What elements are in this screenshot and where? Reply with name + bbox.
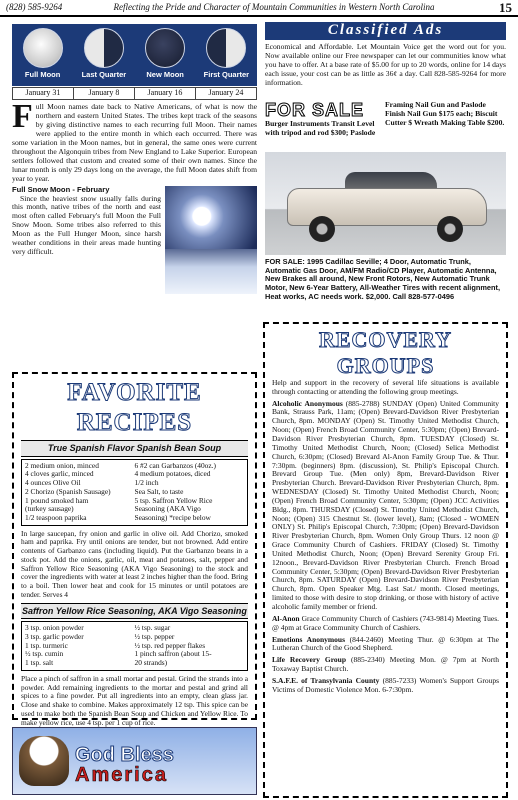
moon-label: First Quarter — [203, 70, 250, 79]
recipe2-steps: Place a pinch of saffron in a small mortar and pestal. Grind the strands into a powder. Add remaining ingredients to the mortar and pestal and grind all spices to a fine powder. Put all ingredients into an empty, clean glass jar. Close and shake to combine. Makes approximately 12 tsp. This spice can be used to make both the Spanish Bean Soup and Chicken and Yellow Rice. To make yellow rice, use 4 tsp. per 1 cup of rice. — [21, 673, 248, 727]
ad-tools-2: Framing Nail Gun and Paslode Finish Nail Gun $175 each; Biscuit Cutter $ Wreath Making Table $200. — [385, 100, 505, 127]
ingredient-item: 6 #2 can Garbanzos (40oz.) — [134, 460, 216, 470]
ingredient-item: ½ tsp. cumin — [25, 649, 64, 659]
header-phone: (828) 585-9264 — [6, 2, 63, 13]
moon-new — [137, 28, 193, 86]
car-ad-text: FOR SALE: 1995 Cadillac Seville; 4 Door, Automatic Trunk, Automatic Gas Door, AM/FM Radio/CD Player, Automatic Antenna, New Brakes all around, New Front Rotors, New Automatic Trunk Motor, New 6-Year Battery, All-Weather Tires with recent alignment, Heat works, AC needs work. $2,000. Call 828-577-0496 — [265, 257, 501, 301]
group-name: Al-Anon — [272, 613, 300, 623]
banner-line1: God Bless — [75, 744, 174, 766]
header-tagline: Reflecting the Pride and Character of Mountain Communities in Western North Carolina — [113, 2, 435, 13]
moon-date: January 16 — [135, 88, 196, 99]
moon-article-para1: ull Moon names date back to Native Americans, of what is now the northern and eastern United States. The tribes kept track of the seasons by giving distinctive names to each recurring full Moon. Their names were applied to the entire month in which each occurred. There was some variation in the Moon names, but in general, the same ones were current throughout the Algonquin tribes from New England to Lake Superior. European settlers followed that custom and created some of their own names. Since the lunar month is only 29 days long on the average, the full Moon dates shift from year to year. — [12, 102, 257, 183]
ingredient-item: 5 tsp. Saffron Yellow Rice — [134, 495, 213, 505]
group-name: Life Recovery Group — [272, 655, 347, 665]
moon-date: January 8 — [74, 88, 135, 99]
ingredient-list-left — [25, 462, 135, 523]
snowy-moon-photo — [165, 186, 257, 294]
group-name: S.A.F.E. of Transylvania County — [272, 675, 380, 685]
full-moon-icon — [23, 28, 63, 68]
recipes-title: FAVORITE RECIPES — [67, 379, 202, 436]
moon-article-para2: Since the heaviest snow usually falls during this month, native tribes of the north and east most often called February's full Moon the Full Snow Moon. Some tribes also referred to this Moon as the Full Hunger Moon, since harsh weather conditions in their areas made hunting very difficult. — [12, 193, 161, 257]
page-header — [0, 0, 518, 17]
group-details: (885-7233) Women's Support Groups Victims of Domestic Violence Mon. 6-7:30pm. — [272, 675, 500, 694]
recipe2-title: Saffron Yellow Rice Seasoning, AKA Vigo Seasoning — [21, 603, 248, 620]
group-details: Grace Community Church of Cashiers (743-9814) Meeting Tues. @ 4pm at Grace Community Church of Cashiers. — [272, 613, 500, 632]
moon-article — [12, 98, 257, 296]
new-moon-icon — [145, 28, 185, 68]
ingredient-item: 1 tsp. turmeric — [25, 640, 68, 650]
ingredient-item: 3 tsp. garlic powder — [25, 631, 84, 641]
ingredient-item: (turkey sausage) — [25, 504, 74, 514]
recovery-heading: RECOVERY GROUPS — [318, 327, 453, 378]
recovery-group — [272, 636, 499, 654]
ingredient-list-right — [135, 462, 245, 523]
ingredient-item: ½ tsp. sugar — [134, 623, 171, 633]
recovery-group — [272, 615, 499, 633]
moon-date: January 24 — [208, 88, 244, 97]
group-details: (885-2340) Meeting Mon. @ 7pm at North Toxaway Baptist Church. — [272, 655, 500, 674]
ingredient-item: 2 medium onion, minced — [25, 460, 99, 470]
ingredient-item: 4 medium potatoes, diced — [134, 469, 211, 479]
last-quarter-moon-icon — [84, 28, 124, 68]
ingredient-item: 1 pinch saffron (about 15- — [134, 649, 212, 659]
ingredient-item: 2 Chorizo (Spanish Sausage) — [25, 486, 111, 496]
group-details: (844-2460) Meeting Thur. @ 6:30pm at The Lutheran Church of the Good Shepherd. — [272, 634, 500, 653]
page-number: 15 — [499, 0, 512, 15]
recipe1-title: True Spanish Flavor Spanish Bean Soup — [21, 440, 248, 457]
recovery-group — [272, 677, 499, 695]
classifieds-heading: Classified Ads — [265, 22, 506, 40]
god-bless-america-banner — [12, 727, 257, 795]
ingredient-item: ½ tsp. pepper — [134, 631, 175, 641]
recovery-intro: Help and support in the recovery of several life situations is available through contacting or attending the following group meetings. — [272, 377, 499, 396]
ingredient-item: 20 strands) — [134, 658, 168, 668]
ingredient-list-right — [135, 624, 245, 668]
first-quarter-moon-icon — [206, 28, 246, 68]
moon-date: January 31 — [13, 88, 74, 99]
moon-label: Last Quarter — [81, 70, 127, 79]
moon-phase-panel — [12, 24, 257, 86]
recipe2-ingredients — [21, 621, 248, 671]
car-wheel — [437, 216, 463, 242]
ingredient-item: Seasoning (AKA Vigo — [134, 504, 201, 514]
moon-last-quarter — [76, 28, 132, 86]
ingredient-item: 1 pound smoked ham — [25, 495, 89, 505]
classifieds-intro: Economical and Affordable. Let Mountain Voice get the word out for you. Now available online our Free newspaper can let our communities know what you have to offer. At a base rate of $5.00 for up to 20 words, online for 14 days each issue, your cost can be as little as 36¢ a day. Call 828-585-9264 for more information. — [265, 42, 506, 87]
recovery-groups-box — [263, 322, 508, 798]
for-sale-ad — [265, 101, 380, 138]
ingredient-item: 3 tsp. onion powder — [25, 623, 84, 633]
drop-cap: F — [12, 98, 33, 135]
ingredient-list-left — [25, 624, 135, 668]
banner-line2: America — [75, 764, 168, 786]
group-name: Emotions Anonymous — [272, 634, 346, 644]
ingredient-item: 4 ounces Olive Oil — [25, 478, 81, 488]
ingredient-item: ½ tsp. red pepper flakes — [134, 640, 206, 650]
moon-label: New Moon — [146, 70, 184, 79]
moon-label: Full Moon — [24, 70, 61, 79]
group-details: (885-2788) SUNDAY (Open) United Community Bank, Strauss Park, 11am; (Open) Brevard-Davidson River Presbyterian Church, 8pm. MONDAY (Open) St. Timothy United Methodist Church, Noon; (Open) French Broad Community Center, 5:30pm; (Open) Brevard-Davidson River Presbyterian Church, 8pm. TUESDAY (Closed) St. Timothy United Methodist Church, Noon; (Closed) Selica Methodist Church, 6:30pm; (Closed) Brevard Al-Anon Family Group Tue. & Thur. 7:30pm. (beginners) 8pm. (discussion), St. Philip's Episcopal Church. Brevard Group Tue. (Men only) 8pm, Brevard-Davidson River Presbyterian Church. Brevard-Davidson River Presbyterian Church, 8pm. WEDNESDAY (Closed) St. Timothy United Methodist Church, Noon; (Open) French Broad Community Center, 5:30pm; (Open) JCC Activities Bldg., 8pm. THURSDAY (Closed) St. Timothy United Methodist Church, Noon; (Open) 315 Chestnut St. (lower level), 8am; (Closed - WOMEN ONLY) St. Philip's Episcopal Church, 7:30pm; (Open) Brevard-Davidson River Presbyterian Church, 8pm. Women Only Group Thurs. 12 noon @ Grace Community Church of Cashiers. FRIDAY (Closed) St. Timothy United Methodist Church, Noon; (Open) Brevard Serenity Group Fri. 12noon., Brevard-Davidson River Presbyterian Church. French Broad Community Center, 5:30pm; (Open) Brevard-Davidson River Presbyterian Church, 8pm. SATURDAY (Open) Brevard-Davidson River Presbyterian Church, 8pm. Open Speaker Mtg. Last Sat./ month. Closed meetings, limited to those with desire to stop drinking, or those with history of active alcoholic family member or friend. — [272, 398, 499, 611]
eagle-icon — [19, 736, 69, 786]
for-sale-label: FOR SALE — [265, 100, 365, 120]
group-name: Alcoholic Anonymous — [272, 398, 343, 408]
ingredient-item: 1 tsp. salt — [25, 658, 54, 668]
ingredient-item: Sea Salt, to taste — [134, 486, 184, 496]
recipe1-steps: In large saucepan, fry onion and garlic in olive oil. Add Chorizo, smoked ham and paprika. Fry until onions are tender, but not browned. Add entire contents of Garbanzo cans (including liquid). Put the Garbanzo beans in a stock pot. Add the onions, garlic, oil, meat and potatoes, salt, pepper and Saffron Yellow Rice Seasoning (AKA Vigo Seasoning) to the stock and cover the ingredients with water at least 2 inches higher than the food. Bring to a boil. Then lower heat and cook for 15 minutes or until potatoes are tender. Serves 4 — [21, 528, 248, 599]
moon-article-subhead: Full Snow Moon - February — [12, 184, 110, 194]
moon-first-quarter — [198, 28, 254, 86]
ingredient-item: 4 cloves garlic, minced — [25, 469, 94, 479]
recipes-box — [12, 372, 257, 727]
recovery-group — [272, 400, 499, 612]
ad-tools-1: Burger Instruments Transit Level with tripod and rod $300; Paslode — [265, 119, 376, 137]
ingredient-item: 1/2 inch — [134, 478, 159, 488]
ingredient-item: 1/2 teaspoon paprika — [25, 513, 87, 523]
recovery-text — [272, 379, 499, 695]
moon-dates-row — [12, 87, 257, 100]
recipe1-ingredients — [21, 459, 248, 526]
recovery-group — [272, 656, 499, 674]
moon-full — [15, 28, 71, 86]
car-wheel — [309, 216, 335, 242]
cadillac-photo — [265, 152, 506, 255]
ingredient-item: Seasoning) *recipe below — [134, 513, 211, 523]
